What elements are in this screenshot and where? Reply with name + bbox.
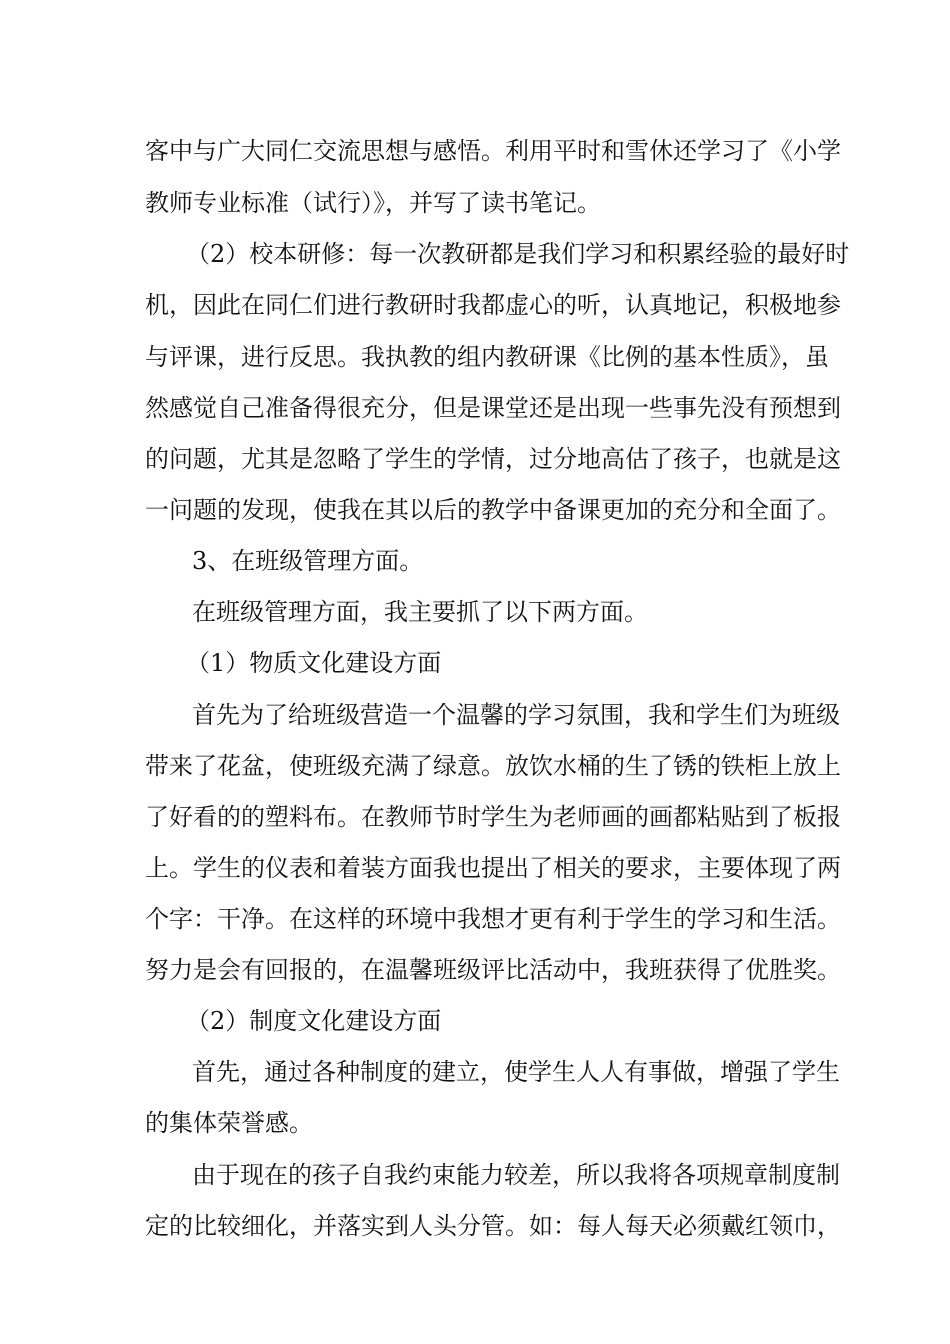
text-line: 与评课，进行反思。我执教的组内教研课《比例的基本性质》，虽 [145, 343, 829, 371]
text-line: 在班级管理方面，我主要抓了以下两方面。 [192, 598, 648, 626]
text-line: 教师专业标准（试行）》，并写了读书笔记。 [145, 189, 601, 217]
text-line: 定的比较细化，并落实到人头分管。如：每人每天必须戴红领巾， [145, 1212, 841, 1240]
text-line: 由于现在的孩子自我约束能力较差，所以我将各项规章制度制 [192, 1161, 840, 1189]
text-line: 然感觉自己准备得很充分，但是课堂还是出现一些事先没有预想到 [145, 394, 841, 422]
section-heading: 3、在班级管理方面。 [192, 547, 424, 575]
text-line: 的问题，尤其是忽略了学生的学情，过分地高估了孩子，也就是这 [145, 445, 841, 473]
text-line: 努力是会有回报的，在温馨班级评比活动中，我班获得了优胜奖。 [145, 956, 841, 984]
text-line: 的集体荣誉感。 [145, 1109, 313, 1137]
text-line: 机，因此在同仁们进行教研时我都虚心的听，认真地记，积极地参 [145, 291, 841, 319]
text-line: 客中与广大同仁交流思想与感悟。利用平时和雪休还学习了《小学 [145, 137, 841, 165]
text-line: 一问题的发现，使我在其以后的教学中备课更加的充分和全面了。 [145, 496, 841, 524]
subsection-heading: （2）制度文化建设方面 [186, 1007, 442, 1035]
text-line: （2）校本研修：每一次教研都是我们学习和积累经验的最好时 [186, 240, 850, 268]
subsection-heading: （1）物质文化建设方面 [186, 649, 442, 677]
text-line: 首先，通过各种制度的建立，使学生人人有事做，增强了学生 [192, 1058, 840, 1086]
text-line: 首先为了给班级营造一个温馨的学习氛围，我和学生们为班级 [192, 701, 840, 729]
text-line: 了好看的的塑料布。在教师节时学生为老师画的画都粘贴到了板报 [145, 803, 841, 831]
text-line: 个字：干净。在这样的环境中我想才更有利于学生的学习和生活。 [145, 905, 841, 933]
text-line: 带来了花盆，使班级充满了绿意。放饮水桶的生了锈的铁柜上放上 [145, 752, 841, 780]
text-line: 上。学生的仪表和着装方面我也提出了相关的要求，主要体现了两 [145, 854, 841, 882]
